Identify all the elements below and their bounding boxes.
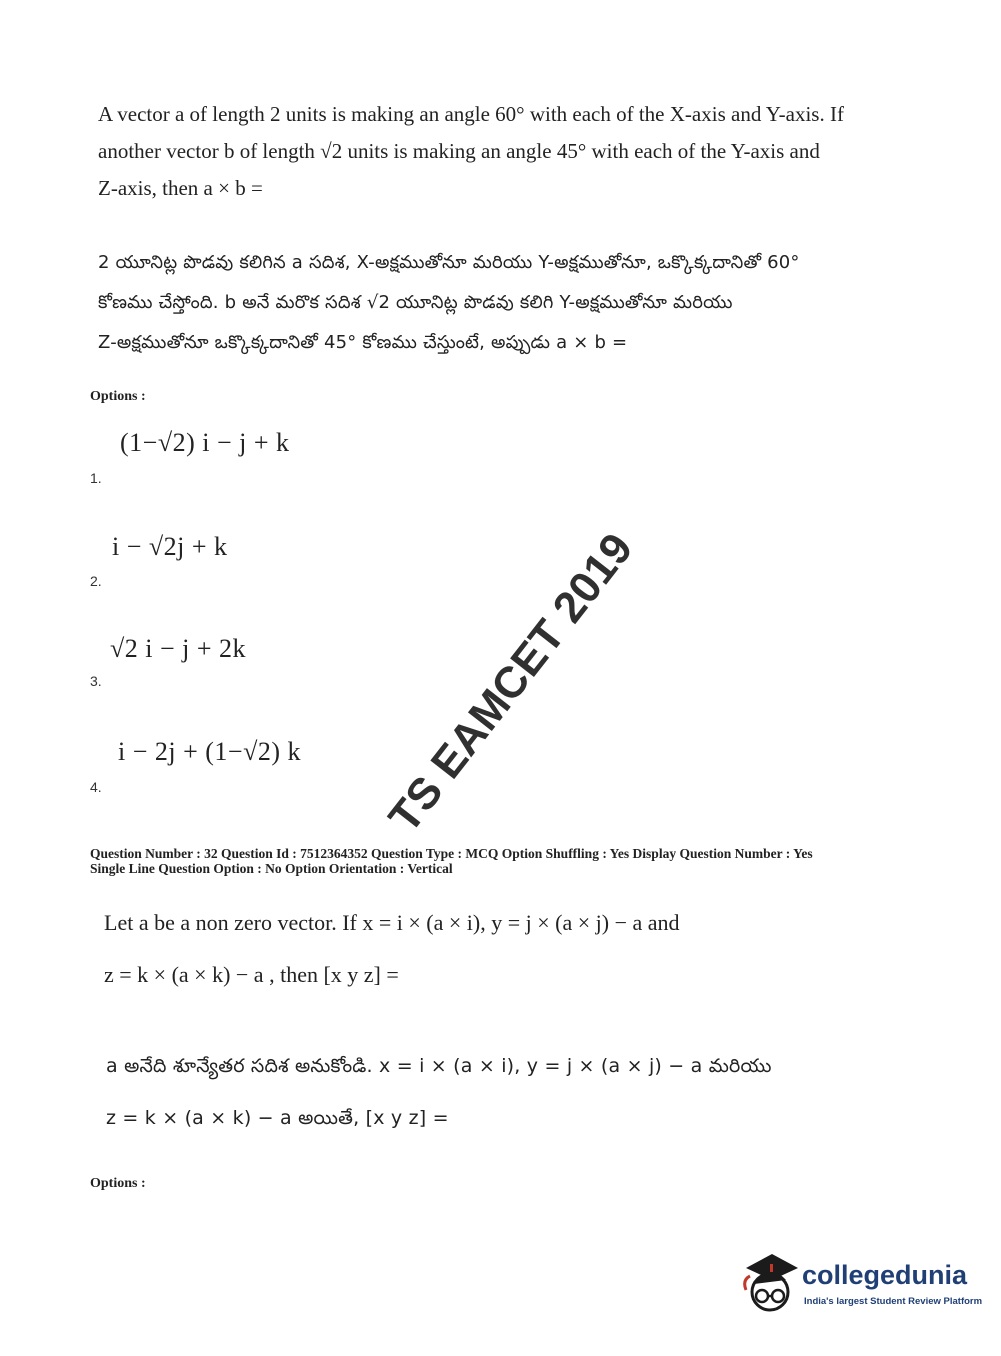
- q31-option-1-number: 1.: [90, 470, 102, 486]
- question-31-english: [98, 96, 898, 207]
- q31-te-line-2: కోణము చేస్తోంది. b అనే మరొక సదిశ √2 యూనిట్ల పొడవు కలిగి Y-అక్షముతోనూ మరియు: [98, 292, 733, 313]
- q31-options-label: Options :: [90, 389, 146, 404]
- q31-option-4-expression: i − 2j + (1−√2) k: [118, 737, 302, 766]
- mascot-icon: [742, 1250, 800, 1318]
- q31-option-1-expression: (1−√2) i − j + k: [120, 428, 290, 457]
- logo-wordmark: collegedunia: [802, 1260, 968, 1290]
- q32-line-2: z = k × (a × k) − a , then [x y z] =: [104, 962, 399, 987]
- q31-te-line-3: Z-అక్షముతోనూ ఒక్కొక్కదానితో 45° కోణము చేస్తుంటే, అప్పుడు a × b =: [98, 332, 628, 353]
- q32-te-line-1: a అనేది శూన్యేతర సదిశ అనుకోండి. x = i × (a × i), y = j × (a × j) − a మరియు: [106, 1055, 772, 1077]
- q31-te-line-1: 2 యూనిట్ల పొడవు కలిగిన a సదిశ, X-అక్షముతోనూ మరియు Y-అక్షముతోనూ, ఒక్కొక్కదానితో 60°: [98, 252, 800, 273]
- question-32-telugu: [106, 1040, 926, 1144]
- watermark-text: TS EAMCET 2019: [379, 524, 643, 842]
- q32-meta-line-2: Single Line Question Option : No Option Orientation : Vertical: [90, 861, 453, 876]
- q31-option-2-number: 2.: [90, 573, 102, 589]
- logo-tagline: India's largest Student Review Platform: [804, 1296, 983, 1307]
- question-32-meta: [90, 846, 970, 876]
- q32-meta-line-1: Question Number : 32 Question Id : 7512364352 Question Type : MCQ Option Shuffling : Yes Display Question Number : Yes: [90, 846, 813, 861]
- q31-line-1: A vector a of length 2 units is making an angle 60° with each of the X-axis and Y-axis. If: [98, 102, 844, 126]
- q32-line-1: Let a be a non zero vector. If x = i × (a × i), y = j × (a × j) − a and: [104, 910, 680, 935]
- question-31-telugu: [98, 243, 898, 363]
- q32-te-line-2: z = k × (a × k) − a అయితే, [x y z] =: [106, 1107, 449, 1129]
- q31-option-2-expression: i − √2j + k: [112, 532, 228, 561]
- q31-line-3: Z-axis, then a × b =: [98, 176, 263, 200]
- q32-options-label: Options :: [90, 1176, 146, 1191]
- q31-option-3-expression: √2 i − j + 2k: [110, 634, 247, 663]
- question-32-english: [104, 897, 924, 1001]
- q31-option-4-number: 4.: [90, 779, 102, 795]
- collegedunia-logo: [742, 1250, 983, 1320]
- q31-line-2: another vector b of length √2 units is making an angle 45° with each of the Y-axis and: [98, 139, 820, 163]
- q31-option-3-number: 3.: [90, 673, 102, 689]
